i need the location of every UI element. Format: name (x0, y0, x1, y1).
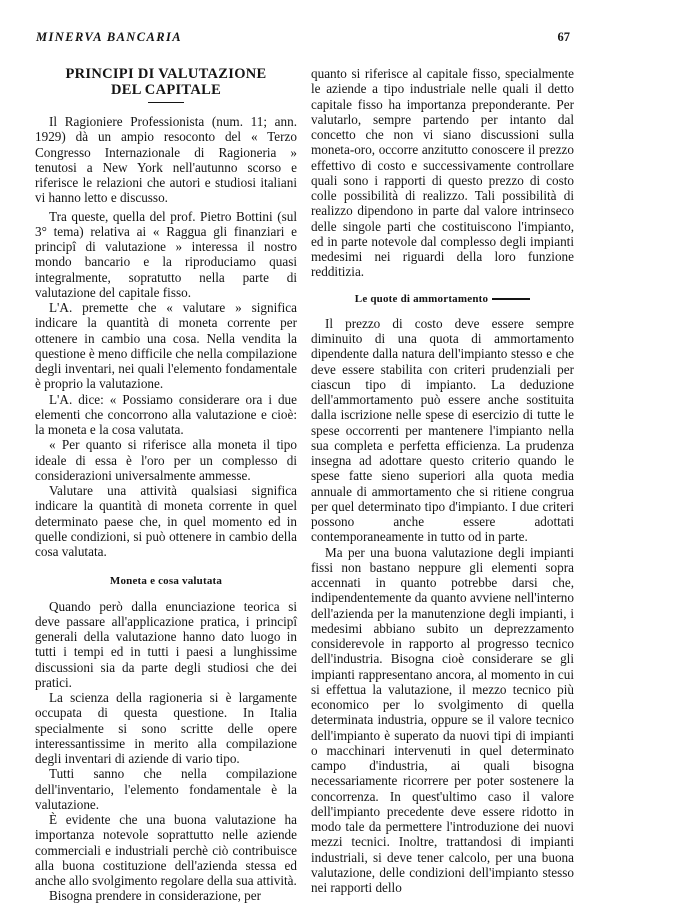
right-column (311, 66, 574, 895)
title-divider (148, 102, 184, 103)
paragraph: Bisogna prendere in considerazione, per (49, 888, 262, 904)
paragraph: L'A. premette che « valutare » significa indicare la quantità di moneta corrente per ottenere in cambio una cosa. Nella vendita la questione è meno difficile che nella compilazione degli inventari, nei quali l'elemento fondamentale è proprio la valutazione. (35, 300, 297, 392)
paragraph: La scienza della ragioneria si è largamente occupata di questa questione. In Italia specialmente si sono scritte delle opere interessantissime in merito alla compilazione degli inventari di aziende di vario tipo. (35, 690, 297, 766)
paragraph: L'A. dice: « Possiamo considerare ora i due elementi che concorrono alla valutazione e cioè: la moneta e la cosa valutata. (35, 391, 297, 437)
page-number: 67 (557, 30, 570, 44)
heading-rule (492, 298, 530, 300)
section-heading-text: Le quote di ammortamento (354, 292, 489, 305)
left-column (35, 66, 297, 904)
article-title-line-2: DEL CAPITALE (110, 82, 222, 98)
paragraph: « Per quanto si riferisce alla moneta il tipo ideale di essa è l'oro per un complesso di considerazioni universalmente ammesse. (35, 437, 297, 483)
paragraph: Tra queste, quella del prof. Pietro Bottini (sul 3° tema) relativa ai « Raggua gli finanziari e principî di valutazione » interessa il nostro mondo bancario e la riproduciamo quasi integralmente, sopratutto nella parte di valutazione del capitale fisso. (35, 208, 297, 300)
paragraph: È evidente che una buona valutazione ha importanza notevole soprattutto nelle aziende commerciali e industriali perchè ciò contribuisce alla buona costituzione dell'azienda stessa ed anche allo svolgimento regolare della sua attività. (35, 812, 297, 888)
section-heading: Moneta e cosa valutata (109, 575, 223, 588)
paragraph: Valutare una attività qualsiasi significa indicare la quantità di moneta corrente in quel determinato paese che, in quel momento ed in quelle condizioni, si può ottenere in cambio della cosa valutata. (35, 483, 297, 559)
paragraph: Il Ragioniere Professionista (num. 11; ann. 1929) dà un ampio resoconto del « Terzo Congresso Internazionale di Ragioneria » tenutosi a New York nell'autunno scorso e riferisce le relazioni che autori e studiosi italiani vi hanno letto e discusso. (35, 114, 297, 206)
article-title-line-1: PRINCIPI DI VALUTAZIONE (65, 66, 267, 82)
running-title: MINERVA BANCARIA (36, 30, 182, 44)
paragraph: Ma per una buona valutazione degli impianti fissi non bastano neppure gli elementi sopra accennati in quanto potrebbe darsi che, indipendentemente da quanto avviene nell'interno dell'azienda per la manutenzione degli impianti, i medesimi abbiano subito un deprezzamento considerevole in rapporto al progresso tecnico dell'industria. Bisogna cioè considerare se gli impianti rappresentano ancora, al momento in cui si effettua la valutazione, il mezzo tecnico più economico per lo svolgimento di quella determinata industria, oppure se il valore tecnico dell'impianto è superato da nuovi tipi di impianti o macchinari intervenuti in quel determinato campo d'industria, ai quali bisogna necessariamente ricorrere per poter sostenere la concorrenza. In quest'ultimo caso il valore dell'impianto precedente deve essere ridotto in modo tale da permettere l'introduzione dei nuovi mezzi tecnici. Inoltre, trattandosi di impianti industriali, si deve tener calcolo, per una buona valutazione, delle condizioni dell'impianto stesso nei rapporti dello (311, 544, 574, 895)
page-header (0, 30, 673, 48)
paragraph: Tutti sanno che nella compilazione dell'inventario, l'elemento fondamentale è la valutazione. (35, 766, 297, 812)
paragraph: Quando però dalla enunciazione teorica si deve passare all'applicazione pratica, i principî generali della valutazione hanno dato luogo in tutti i tempi ed in tutti i paesi a lunghissime discussioni sia da parte degli studiosi che dei pratici. (35, 598, 297, 690)
section-heading (311, 292, 574, 307)
paragraph-continued: quanto si riferisce al capitale fisso, specialmente le aziende a tipo industriale nelle quali il detto capitale fisso ha importanza preponderante. Per valutarlo, sempre partendo per intanto dal concetto che non vi siano discussioni sulla moneta-oro, occorre anzitutto conoscere il prezzo effettivo di costo e successivamente controllare quali sono i rapporti di questo prezzo di costo colle possibilità di realizzo. Tali possibilità di realizzo dipendono in parte dal valore intrinseco delle singole parti che costituiscono l'impianto, ed in parte notevole dal complesso degli impianti medesimi nei riguardi della loro funzione redditizia. (311, 66, 574, 280)
paragraph: Il prezzo di costo deve essere sempre diminuito di una quota di ammortamento dipendente dalla natura dell'impianto stesso e che deve essere stabilita con criteri prudenziali per ciascun tipo di impianto. La deduzione dell'ammortamento può essere anche sostituita dalla iscrizione nelle spese di esercizio di tutte le spese occorrenti per mantenere l'impianto nella sua completa e perfetta efficienza. La prudenza insegna ad adottare questo criterio quando le spese fatte sieno superiori alla quota media annuale di ammortamento che si ritiene congrua per quel determinato tipo d'impianto. I due criteri possono anche essere adottati contemporaneamente in tutto od in parte. (311, 315, 574, 545)
